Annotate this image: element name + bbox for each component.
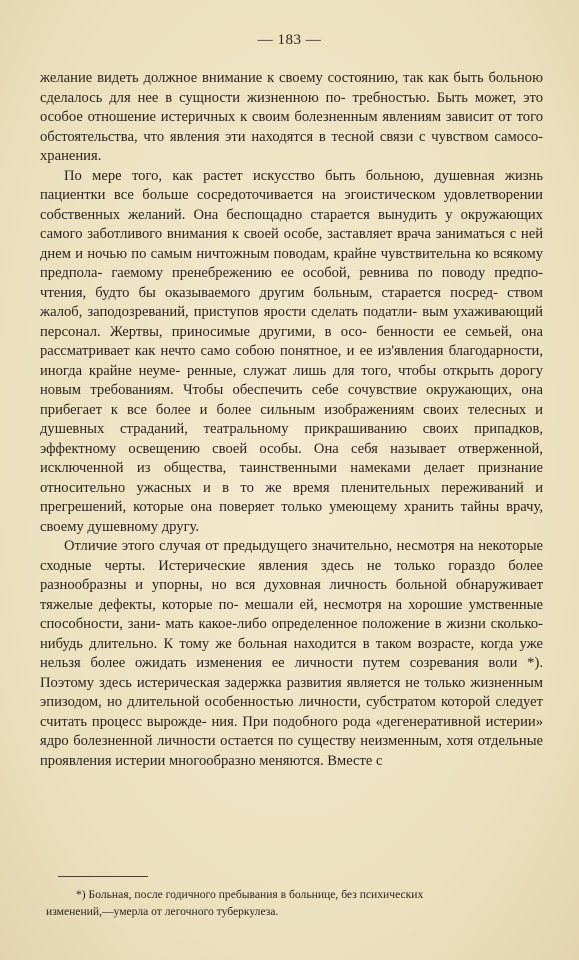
- paragraph-3: [40, 537, 543, 771]
- text-line: на некоторые сходные черты. Истерические явления здесь не: [40, 538, 543, 574]
- text-line: Отличие этого случая от предыдущего значительно, несмотря: [64, 538, 455, 554]
- text-line: особе, заставляет врача заниматься с ней днем и ночью по самым: [40, 226, 544, 262]
- text-line: мешали ей, несмотря на хорошие умственные способности, зани-: [40, 596, 543, 632]
- text-line: требностью. Быть может, это особое отношение истеричных: [40, 89, 543, 125]
- text-line: понятное, и ее из'явления благодарности, иногда крайне неуме-: [40, 343, 543, 379]
- text-line: своих припадков, эффектному освещению своей особы. Она себя: [40, 421, 544, 457]
- text-line: ничтожным поводам, крайне чувствительна ко всякому предпола-: [40, 245, 543, 281]
- footnote-divider: [58, 876, 148, 877]
- text-line: прибегает к все более и более сильным изображениям своих: [40, 401, 459, 418]
- text-line: намеками делает признание относительно ужасных и в то же время: [40, 460, 543, 496]
- text-line: ством жалоб, заподозреваний, приступов ярости сделать податли-: [40, 284, 543, 320]
- footnote-line: *) Больная, после годичного пребывания в больнице, без психических: [76, 888, 424, 901]
- text-line: вым ухаживающий персонал. Жертвы, приносимые другими, в осо-: [40, 304, 543, 340]
- text-line: только умеющему хранить тайны врачу, своему душевному другу.: [40, 499, 543, 535]
- text-line: мать какое-либо определенное положение в жизни сколько-нибудь: [40, 616, 543, 652]
- text-line: личность больной обнаруживает тяжелые дефекты, которые по-: [40, 577, 543, 613]
- text-line: болезненной личности остается по существу неизменным, хотя: [73, 733, 474, 749]
- text-line: воли *). Поэтому здесь истерическая задержка развития является: [40, 655, 543, 691]
- text-line: хранения.: [40, 148, 102, 164]
- text-line: ния. При подобного рода «дегенеративной истерии» ядро: [40, 713, 543, 749]
- text-line: длительно. К тому же больная находится в таком возрасте, когда: [89, 635, 514, 652]
- text-line: отдельные проявления истерии многообразно меняются. Вместе с: [40, 733, 543, 769]
- text-line: требованиям. Чтобы обеспечить себе сочувствие окружающих, она: [90, 382, 543, 398]
- text-line: ренные, служат лишь для того, чтобы открыть дорогу новым: [40, 362, 543, 398]
- text-line: бенности ее семьей, она рассматривает как нечто само собою: [40, 323, 543, 359]
- text-line: вынудить у окружающих самого заботливого внимания к своей: [40, 206, 543, 242]
- text-line: что явления эти находятся в тесной связи с чувством самосо-: [143, 128, 543, 145]
- text-line: называет отверженной, исключенной из общества, таинственными: [40, 440, 543, 476]
- text-line: телесных и душевных страданий, театральному прикрашиванию: [40, 401, 543, 437]
- paragraph-1: [40, 69, 543, 167]
- text-line: личности, субстратом которой следует считать процесс вырожде-: [40, 694, 543, 730]
- text-line: удовлетворении собственных желаний. Она беспощадно старается: [40, 187, 543, 223]
- text-line: желание видеть должное внимание к своему состоянию, так как: [40, 70, 449, 86]
- text-line: жизнь пациентки все больше сосредоточивается на эгоистическом: [40, 167, 543, 203]
- footnote-line: изменений,—умерла от легочного туберкулеза.: [46, 905, 279, 918]
- text-line: гаемому пренебрежению ее особой, ревнива по поводу предпо-: [111, 265, 543, 281]
- page-number: — 183 —: [257, 32, 322, 48]
- text-line: уже нельзя более ожидать изменения ее личности путем созревания: [40, 635, 543, 671]
- page-body: [40, 69, 543, 771]
- text-line: только гораздо более разнообразны и упорны, но вся духовная: [40, 557, 544, 593]
- text-line: к своим болезненным явлениям зависит от того обстоятельства,: [40, 109, 543, 145]
- text-line: не только жизненным эпизодом, но длительной особенностью: [40, 674, 543, 710]
- text-line: быть больною сделалось для нее в сущности жизненною по-: [40, 70, 543, 106]
- footnote: [46, 886, 543, 920]
- text-line: пленительных переживаний и прегрешений, которые она поверяет: [40, 479, 543, 515]
- text-line: чтения, будто бы оказываемого другим больным, старается посред-: [40, 284, 498, 301]
- paragraph-2: [40, 167, 543, 538]
- text-line: По мере того, как растет искусство быть больною, душевная: [64, 167, 495, 184]
